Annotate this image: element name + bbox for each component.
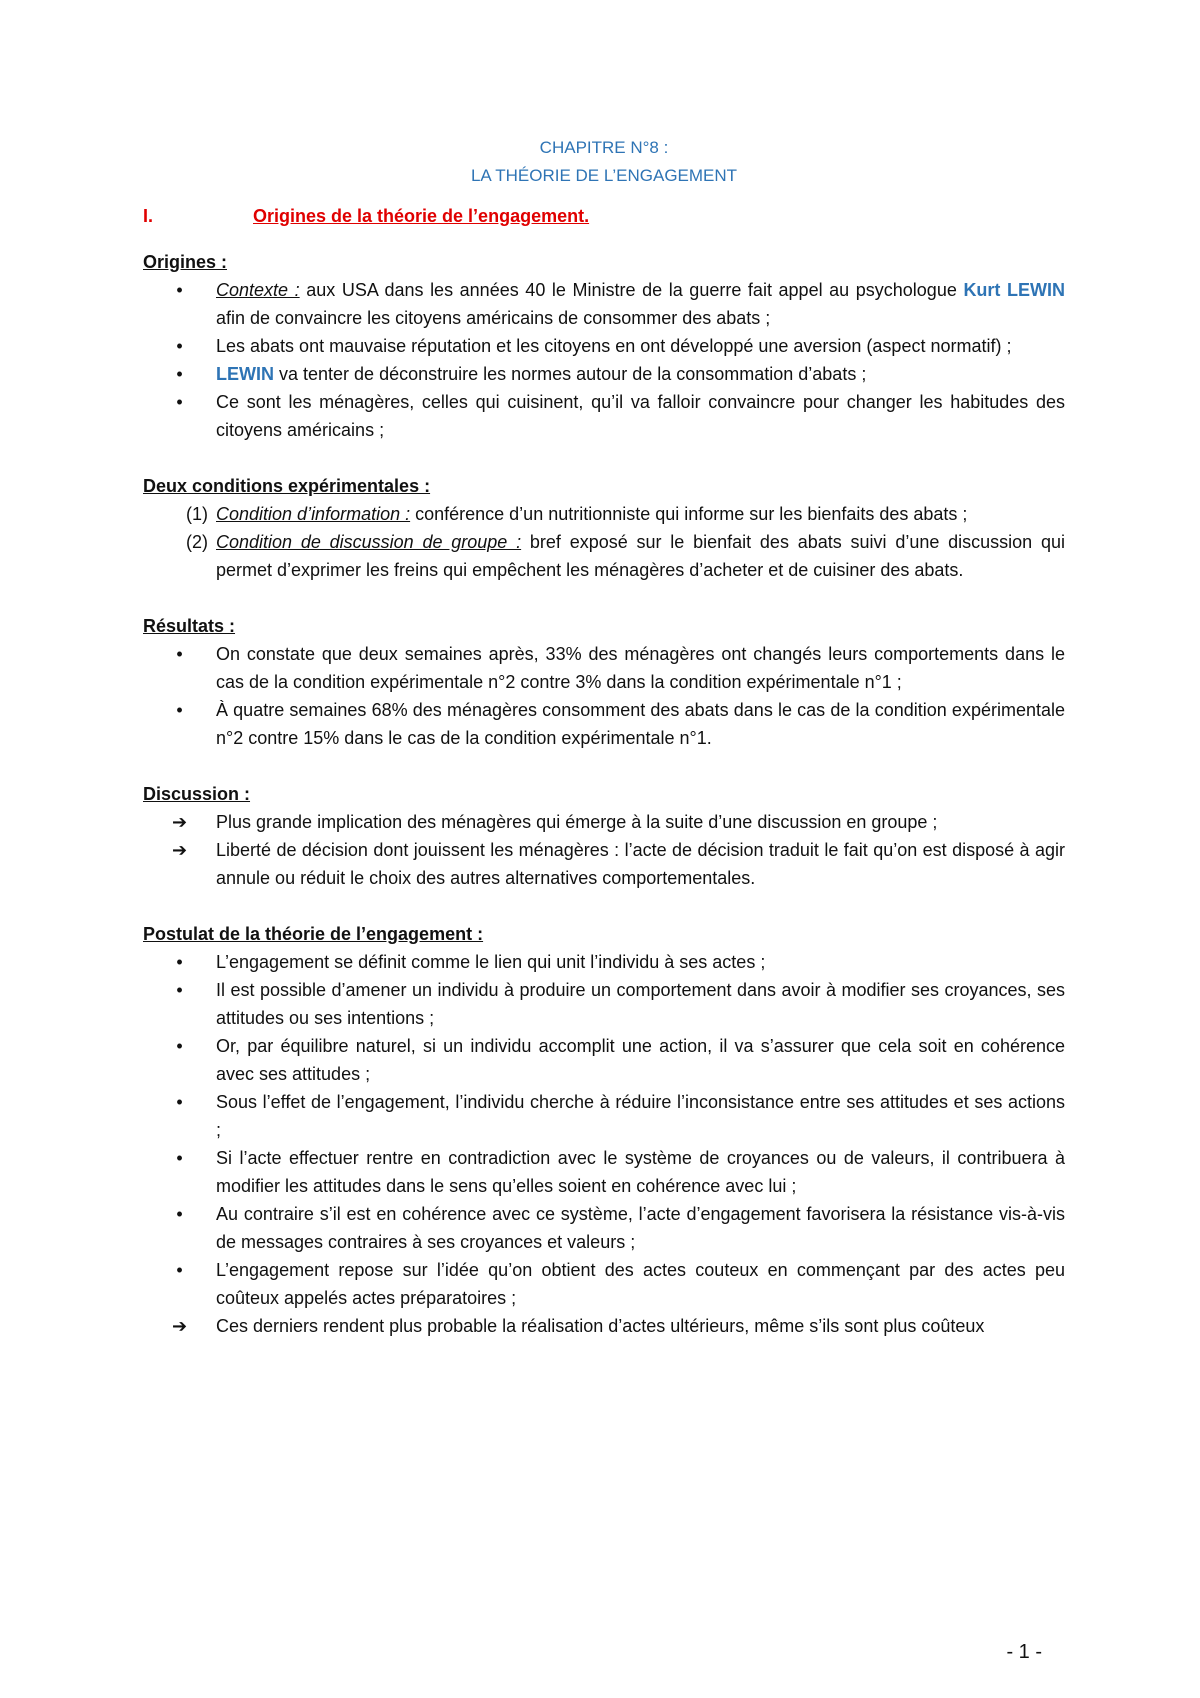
document-page <box>143 134 1065 1368</box>
bullet-icon: • <box>176 644 183 664</box>
arrow-icon: ➔ <box>171 812 188 832</box>
list-item: • Contexte : aux USA dans les années 40 le Ministre de la guerre fait appel au psychologue Kurt LEWIN afin de convaincre les citoyens américains de consommer des abats ; <box>143 276 1065 332</box>
bullet-icon: • <box>176 392 183 412</box>
conditions-title: Deux conditions expérimentales : <box>143 476 431 496</box>
page-number: - 1 - <box>1006 1641 1042 1663</box>
resultats-section <box>143 612 1065 752</box>
origines-section <box>143 248 1065 444</box>
chapter-number: CHAPITRE N°8 : <box>539 138 669 157</box>
bullet-icon: • <box>176 1036 183 1056</box>
condition-label: Condition d’information : <box>216 504 411 524</box>
list-item: • LEWIN va tenter de déconstruire les normes autour de la consommation d’abats ; <box>143 360 1065 388</box>
arrow-icon: ➔ <box>171 1316 188 1336</box>
list-item: • Les abats ont mauvaise réputation et les citoyens en ont développé une aversion (aspect normatif) ; <box>143 332 1065 360</box>
list-item: ➔ Liberté de décision dont jouissent les ménagères : l’acte de décision traduit le fait qu’on est disposé à agir annule ou réduit le choix des autres alternatives comportementales. <box>143 836 1065 892</box>
list-item: • On constate que deux semaines après, 33% des ménagères ont changés leurs comportements dans le cas de la condition expérimentale n°2 contre 3% dans la condition expérimentale n°1 ; <box>143 640 1065 696</box>
discussion-list <box>143 808 1065 892</box>
bullet-icon: • <box>176 700 183 720</box>
bullet-icon: • <box>176 1148 183 1168</box>
list-item: • Or, par équilibre naturel, si un individu accomplit une action, il va s’assurer que cela soit en cohérence avec ses attitudes ; <box>143 1032 1065 1088</box>
bullet-icon: • <box>176 280 183 300</box>
postulat-section <box>143 920 1065 1340</box>
arrow-icon: ➔ <box>171 840 188 860</box>
heading-number: I. <box>143 206 154 226</box>
list-item: • Si l’acte effectuer rentre en contradiction avec le système de croyances ou de valeurs, il contribuera à modifier les attitudes dans le sens qu’elles soient en cohérence avec lui ; <box>143 1144 1065 1200</box>
resultats-title: Résultats : <box>143 616 236 636</box>
list-item: • Il est possible d’amener un individu à produire un comportement dans avoir à modifier ses croyances, ses attitudes ou ses intentions ; <box>143 976 1065 1032</box>
resultats-list <box>143 640 1065 752</box>
list-item: • Ce sont les ménagères, celles qui cuisinent, qu’il va falloir convaincre pour changer les habitudes des citoyens américains ; <box>143 388 1065 444</box>
list-item: (1) Condition d’information : conférence d’un nutritionniste qui informe sur les bienfaits des abats ; <box>143 500 1065 528</box>
lewin-name: LEWIN <box>216 364 274 384</box>
conditions-list <box>143 500 1065 584</box>
bullet-icon: • <box>176 1260 183 1280</box>
conditions-section <box>143 472 1065 584</box>
context-label: Contexte : <box>216 280 300 300</box>
bullet-icon: • <box>176 952 183 972</box>
list-item: • L’engagement repose sur l’idée qu’on obtient des actes couteux en commençant par des actes peu coûteux appelés actes préparatoires ; <box>143 1256 1065 1312</box>
postulat-list <box>143 948 1065 1340</box>
kurt-lewin-name: Kurt LEWIN <box>963 280 1066 300</box>
bullet-icon: • <box>176 980 183 1000</box>
section-heading <box>143 202 1065 230</box>
list-item: ➔ Ces derniers rendent plus probable la réalisation d’actes ultérieurs, même s’ils sont plus coûteux <box>143 1312 1065 1340</box>
origines-title: Origines : <box>143 252 228 272</box>
chapter-title: LA THÉORIE DE L’ENGAGEMENT <box>470 166 738 185</box>
list-item: (2) Condition de discussion de groupe : bref exposé sur le bienfait des abats suivi d’une discussion qui permet d’exprimer les freins qui empêchent les ménagères d’acheter et de cuisiner des abats. <box>143 528 1065 584</box>
list-item: • Au contraire s’il est en cohérence avec ce système, l’acte d’engagement favorisera la résistance vis-à-vis de messages contraires à ses croyances et valeurs ; <box>143 1200 1065 1256</box>
bullet-icon: • <box>176 1204 183 1224</box>
list-item: ➔ Plus grande implication des ménagères qui émerge à la suite d’une discussion en groupe ; <box>143 808 1065 836</box>
list-item: • À quatre semaines 68% des ménagères consomment des abats dans le cas de la condition expérimentale n°2 contre 15% dans le cas de la condition expérimentale n°1. <box>143 696 1065 752</box>
list-number: (1) <box>186 504 208 524</box>
list-item: • Sous l’effet de l’engagement, l’individu cherche à réduire l’inconsistance entre ses attitudes et ses actions ; <box>143 1088 1065 1144</box>
bullet-icon: • <box>176 1092 183 1112</box>
bullet-icon: • <box>176 364 183 384</box>
list-item: • L’engagement se définit comme le lien qui unit l’individu à ses actes ; <box>143 948 1065 976</box>
list-number: (2) <box>186 532 208 552</box>
discussion-section <box>143 780 1065 892</box>
heading-text: Origines de la théorie de l’engagement. <box>253 206 590 226</box>
postulat-title: Postulat de la théorie de l’engagement : <box>143 924 484 944</box>
bullet-icon: • <box>176 336 183 356</box>
chapter-title-block <box>143 134 1065 190</box>
origines-list <box>143 276 1065 444</box>
discussion-title: Discussion : <box>143 784 251 804</box>
condition-label: Condition de discussion de groupe : <box>216 532 522 552</box>
